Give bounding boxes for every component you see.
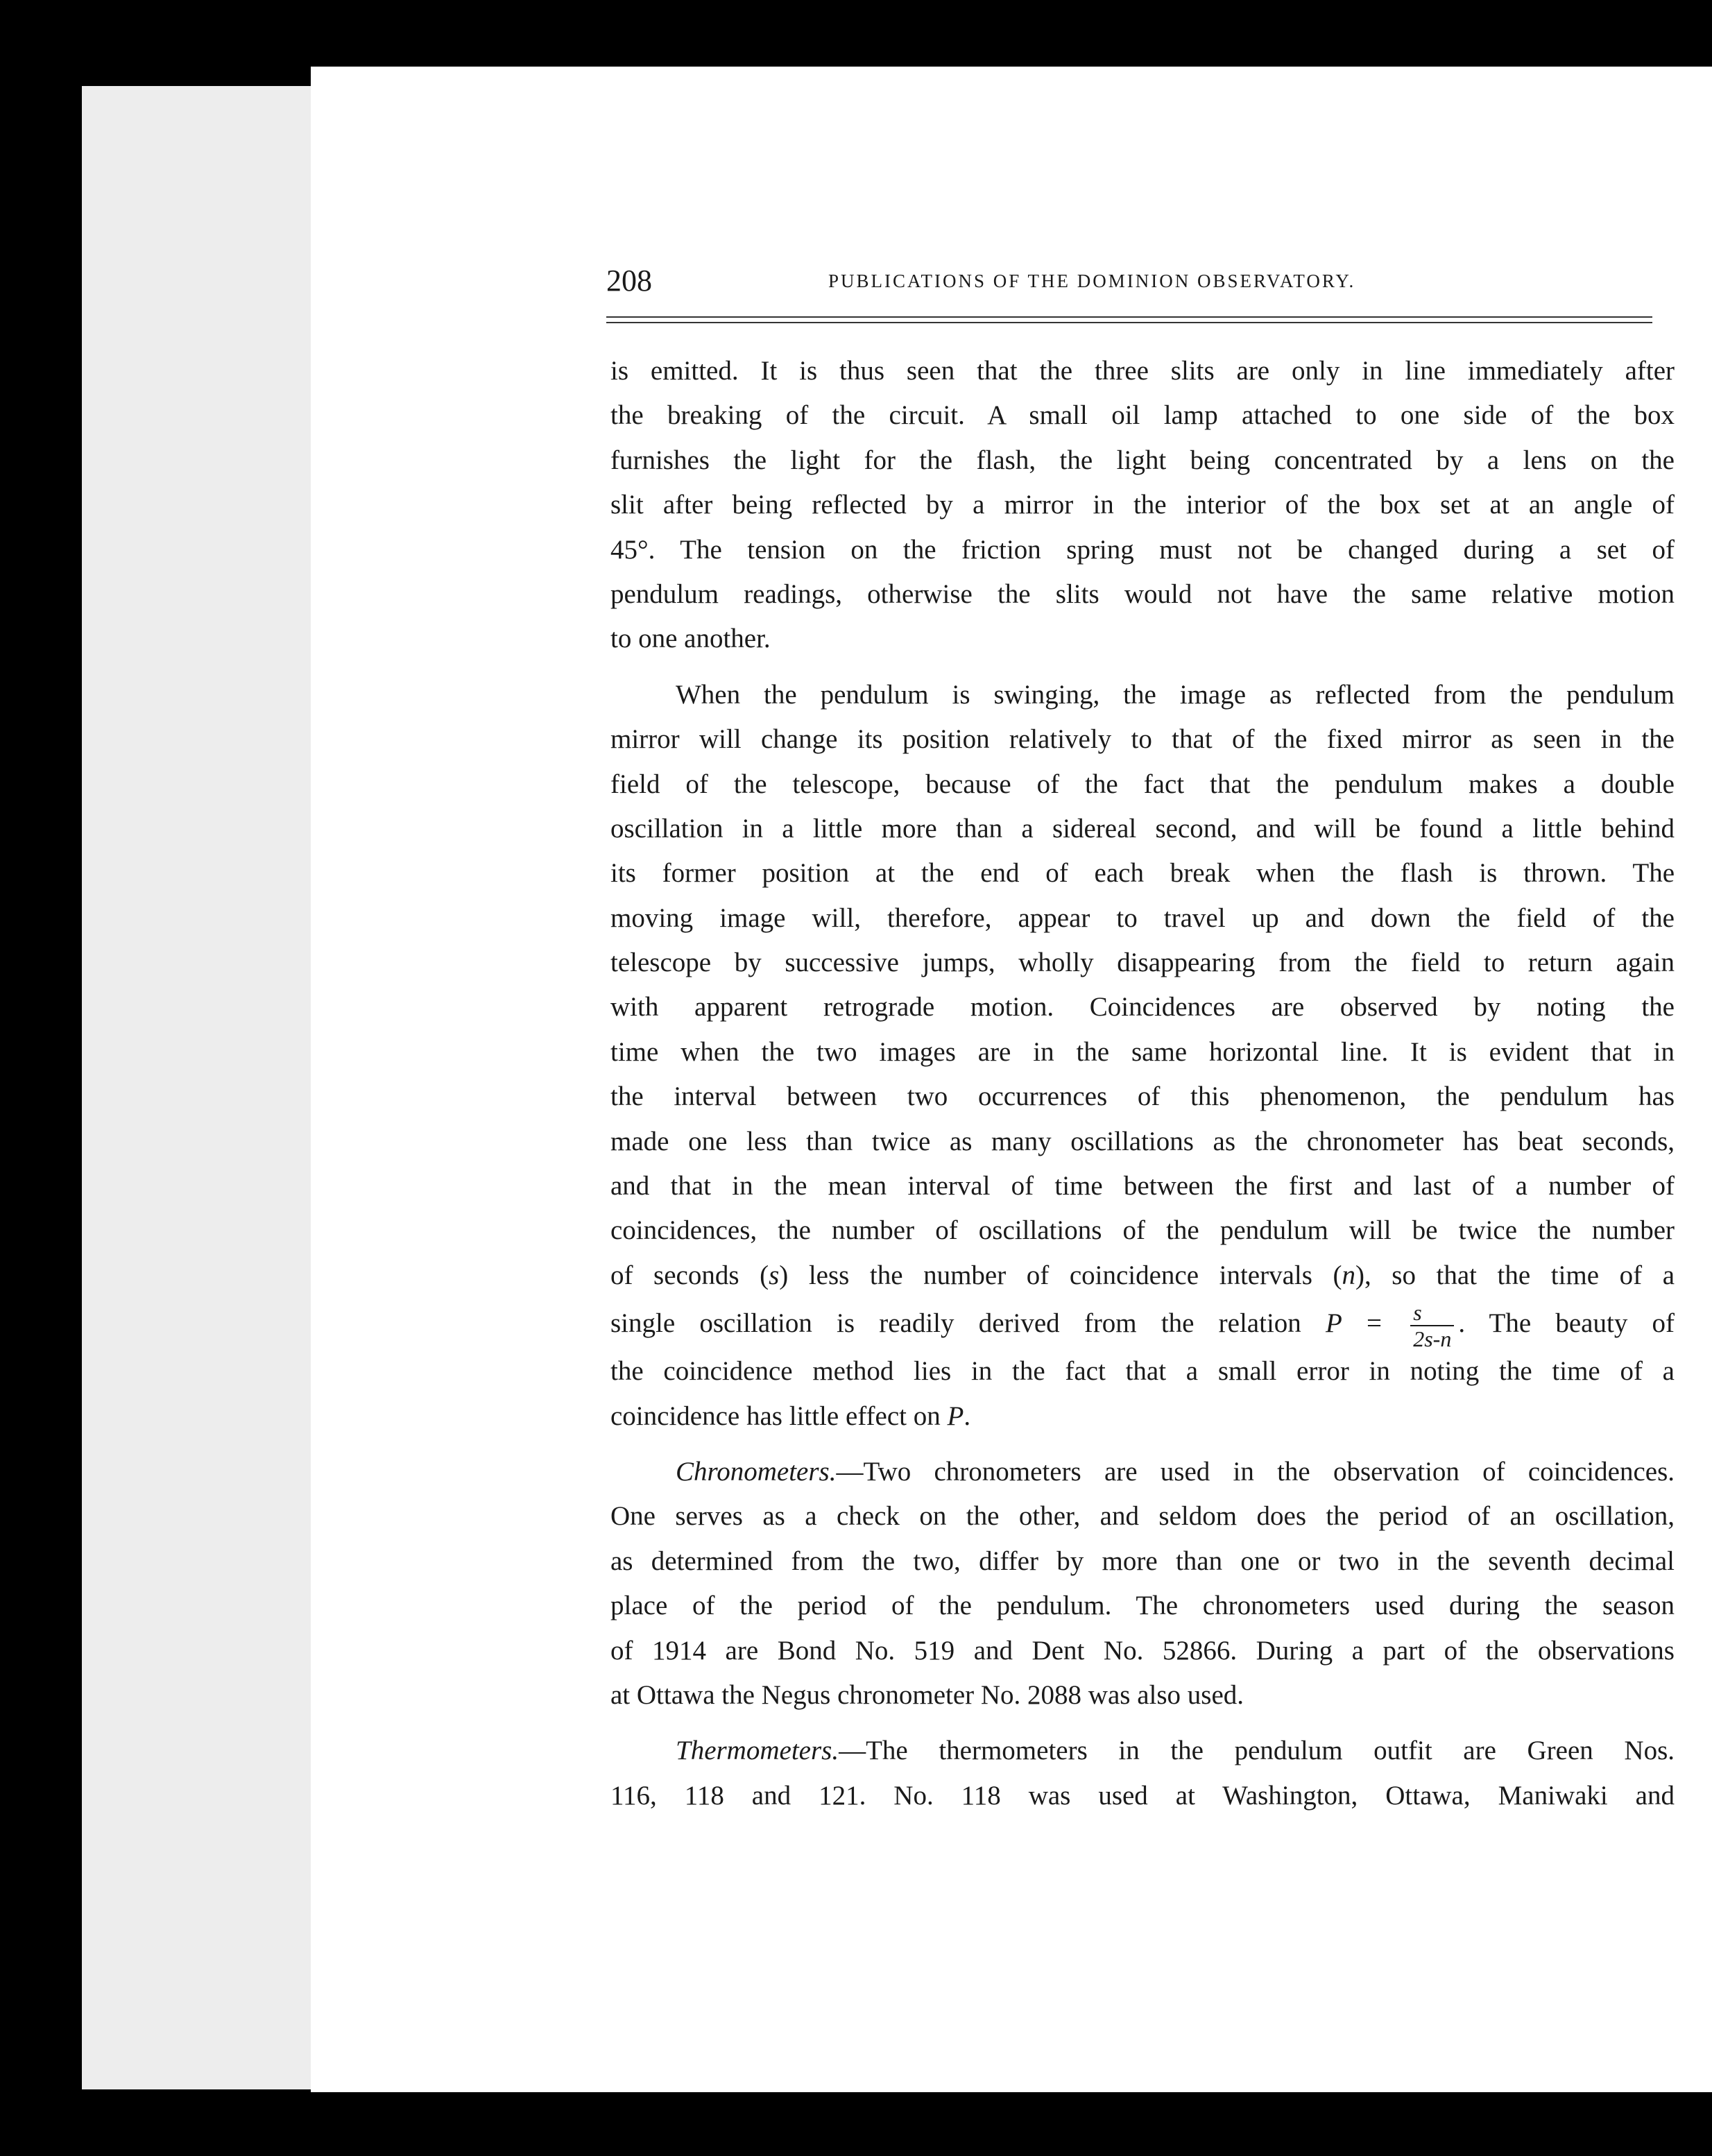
fraction-denominator: 2s-n <box>1413 1326 1452 1352</box>
text-line: oscillation in a little more than a sidereal second, and will be found a little behind <box>610 813 1675 844</box>
text-line: When the pendulum is swinging, the image as reflected from the pendulum <box>676 679 1675 710</box>
text-line: its former position at the end of each break when the flash is thrown. The <box>610 858 1675 889</box>
text-line: telescope by successive jumps, wholly disappearing from the field to return again <box>610 948 1675 978</box>
text-line: pendulum readings, otherwise the slits would not have the same relative motion <box>610 579 1675 609</box>
symbol-s: s <box>769 1260 780 1290</box>
text-line: the coincidence method lies in the fact that a small error in noting the time of a <box>610 1356 1675 1387</box>
text-run: coincidence has little effect on <box>610 1401 948 1431</box>
text-line: made one less than twice as many oscillations as the chronometer has beat seconds, <box>610 1126 1675 1156</box>
text-run: ), so that the time of a <box>1355 1260 1675 1290</box>
fraction-numerator: s <box>1410 1300 1454 1326</box>
paragraph-chronometers <box>610 1450 1675 1718</box>
text-line: 116, 118 and 121. No. 118 was used at Washington, Ottawa, Maniwaki and <box>610 1780 1675 1811</box>
text-line <box>610 1450 1675 1494</box>
section-heading: Chronometers. <box>676 1456 837 1487</box>
text-line: as determined from the two, differ by more than one or two in the seventh decimal <box>610 1546 1675 1576</box>
page-number: 208 <box>606 264 652 298</box>
body-text <box>610 349 1675 1829</box>
text-line <box>610 1254 1675 1298</box>
text-line: 45°. The tension on the friction spring must not be changed during a set of <box>610 534 1675 565</box>
text-run: of seconds ( <box>610 1260 769 1290</box>
symbol-p: P <box>1325 1308 1342 1339</box>
paragraph-2 <box>610 673 1675 1439</box>
text-line: coincidences, the number of oscillations of the pendulum will be twice the number <box>610 1215 1675 1246</box>
paragraph-thermometers <box>610 1729 1675 1818</box>
period-fraction <box>1410 1300 1454 1351</box>
text-line <box>610 1729 1675 1773</box>
symbol-p: P <box>947 1401 964 1431</box>
text-line: with apparent retrograde motion. Coincidences are observed by noting the <box>610 992 1675 1023</box>
text-run: ) less the number of coincidence intervals ( <box>779 1260 1342 1290</box>
text-line: of 1914 are Bond No. 519 and Dent No. 52866. During a part of the observations <box>610 1635 1675 1666</box>
text-run: —The thermometers in the pendulum outfit are Green Nos. <box>839 1736 1675 1766</box>
text-line: One serves as a check on the other, and seldom does the period of an oscillation, <box>610 1501 1675 1532</box>
text-line: field of the telescope, because of the fact that the pendulum makes a double <box>610 769 1675 799</box>
text-line: the breaking of the circuit. A small oil lamp attached to one side of the box <box>610 400 1675 431</box>
text-line: moving image will, therefore, appear to travel up and down the field of the <box>610 902 1675 933</box>
paragraph-1 <box>610 349 1675 662</box>
text-line: the interval between two occurrences of this phenomenon, the pendulum has <box>610 1081 1675 1112</box>
page-header <box>606 260 1650 302</box>
underlying-page-edge <box>82 86 311 2089</box>
text-line: mirror will change its position relatively to that of the fixed mirror as seen in the <box>610 724 1675 755</box>
header-double-rule <box>606 316 1652 323</box>
text-line: to one another. <box>610 624 771 654</box>
text-run: single oscillation is readily derived from the relation <box>610 1308 1326 1339</box>
text-line: is emitted. It is thus seen that the three slits are only in line immediately after <box>610 356 1675 386</box>
text-run: —Two chronometers are used in the observation of coincidences. <box>836 1456 1675 1487</box>
text-line: and that in the mean interval of time between the first and last of a number of <box>610 1171 1675 1201</box>
text-line: place of the period of the pendulum. The chronometers used during the season <box>610 1591 1675 1621</box>
text-line: furnishes the light for the flash, the light being concentrated by a lens on the <box>610 445 1675 475</box>
text-run: . <box>964 1401 971 1431</box>
text-line <box>610 1394 1675 1439</box>
equals-sign: = <box>1342 1308 1407 1339</box>
text-line <box>610 1298 1675 1352</box>
text-line: time when the two images are in the same horizontal line. It is evident that in <box>610 1036 1675 1067</box>
symbol-n: n <box>1342 1260 1355 1290</box>
running-head: PUBLICATIONS OF THE DOMINION OBSERVATORY. <box>828 271 1356 291</box>
text-line: at Ottawa the Negus chronometer No. 2088 was also used. <box>610 1679 1244 1710</box>
text-line: slit after being reflected by a mirror in the interior of the box set at an angle of <box>610 490 1675 520</box>
section-heading: Thermometers. <box>676 1736 839 1766</box>
text-run: . The beauty of <box>1458 1308 1675 1339</box>
